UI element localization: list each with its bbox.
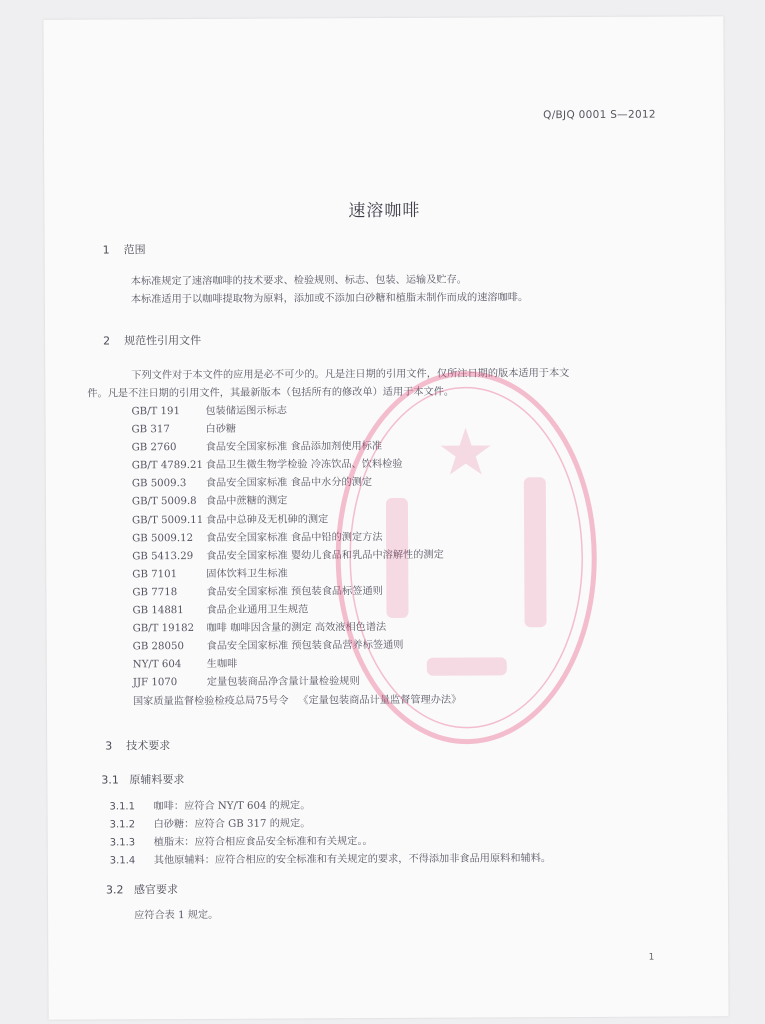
reference-item: GB/T 191 包装储运图示标志 (131, 405, 287, 418)
reference-list (131, 401, 653, 711)
reference-item: GB 7718 食品安全国家标准 预包装食品标签通则 (132, 585, 383, 599)
section-number: 3.1 (101, 773, 119, 787)
section-1-heading (103, 241, 146, 257)
section-title: 感官要求 (133, 883, 178, 897)
reference-item: GB 5413.29 食品安全国家标准 婴幼儿食品和乳品中溶解性的测定 (132, 549, 444, 563)
material-item: 3.1.2 白砂糖：应符合 GB 317 的规定。 (109, 818, 311, 831)
section-3-2-heading (106, 881, 178, 897)
standard-code: Q/BJQ 0001 S—2012 (543, 108, 656, 122)
section-title: 规范性引用文件 (124, 333, 202, 348)
reference-item: 国家质量监督检验检疫总局75号令 《定量包装商品计量监督管理办法》 (132, 694, 462, 707)
material-item: 3.1.1 咖啡：应符合 NY/T 604 的规定。 (109, 800, 311, 813)
document-title: 速溶咖啡 (348, 200, 421, 222)
reference-item: JJF 1070 定量包装商品净含量计量检验规则 (132, 676, 360, 689)
reference-item: NY/T 604 生咖啡 (132, 659, 238, 671)
section-number: 1 (102, 243, 110, 257)
reference-item: GB 7101 固体饮料卫生标准 (132, 568, 288, 581)
page-number: 1 (648, 952, 655, 963)
document-page (43, 16, 728, 1020)
references-intro (87, 365, 669, 404)
material-item: 3.1.4 其他原辅料：应符合相应的安全标准和有关规定的要求，不得添加非食品用原料和辅料。 (109, 853, 552, 867)
section-title: 技术要求 (126, 739, 171, 753)
section-number: 3.2 (105, 883, 124, 897)
sensory-text: 应符合表 1 规定。 (134, 909, 219, 922)
section-2-heading (103, 332, 201, 349)
section-title: 范围 (123, 243, 146, 257)
reference-item: GB 2760 食品安全国家标准 食品添加剂使用标准 (131, 441, 383, 454)
section-number: 2 (103, 334, 111, 348)
intro-line: 下列文件对于本文件的应用是必不可少的。凡是注日期的引用文件，仅所注日期的版本适用于本文 (131, 368, 570, 382)
reference-item: GB 28050 食品安全国家标准 预包装食品营养标签通则 (132, 640, 404, 653)
section-3-1-heading (101, 771, 184, 787)
scope-line: 本标准规定了速溶咖啡的技术要求、检验规则、标志、包装、运输及贮存。 (130, 274, 467, 288)
section-3-heading (105, 737, 170, 753)
intro-line: 件。凡是不注日期的引用文件，其最新版本（包括所有的修改单）适用于本文件。 (87, 386, 455, 400)
reference-item: GB/T 19182 咖啡 咖啡因含量的测定 高效液相色谱法 (132, 622, 387, 635)
material-item: 3.1.3 植脂末：应符合相应食品安全标准和有关规定。。 (109, 836, 373, 849)
scope-paragraph (109, 271, 669, 310)
reference-item: GB/T 5009.11 食品中总砷及无机砷的测定 (131, 513, 329, 526)
reference-item: GB/T 5009.8 食品中蔗糖的测定 (131, 495, 288, 508)
reference-item: GB 14881 食品企业通用卫生规范 (132, 604, 309, 617)
reference-item: GB 317 白砂糖 (131, 423, 237, 436)
section-number: 3 (105, 739, 113, 753)
section-title: 原辅料要求 (129, 773, 185, 787)
reference-item: GB/T 4789.21 食品卫生微生物学检验 冷冻饮品、饮料检验 (131, 459, 403, 472)
scope-line: 本标准适用于以咖啡提取物为原料，添加或不添加白砂糖和植脂末制作而成的速溶咖啡。 (130, 292, 529, 306)
reference-item: GB 5009.3 食品安全国家标准 食品中水分的测定 (131, 477, 373, 490)
reference-item: GB 5009.12 食品安全国家标准 食品中铅的测定方法 (132, 531, 383, 544)
